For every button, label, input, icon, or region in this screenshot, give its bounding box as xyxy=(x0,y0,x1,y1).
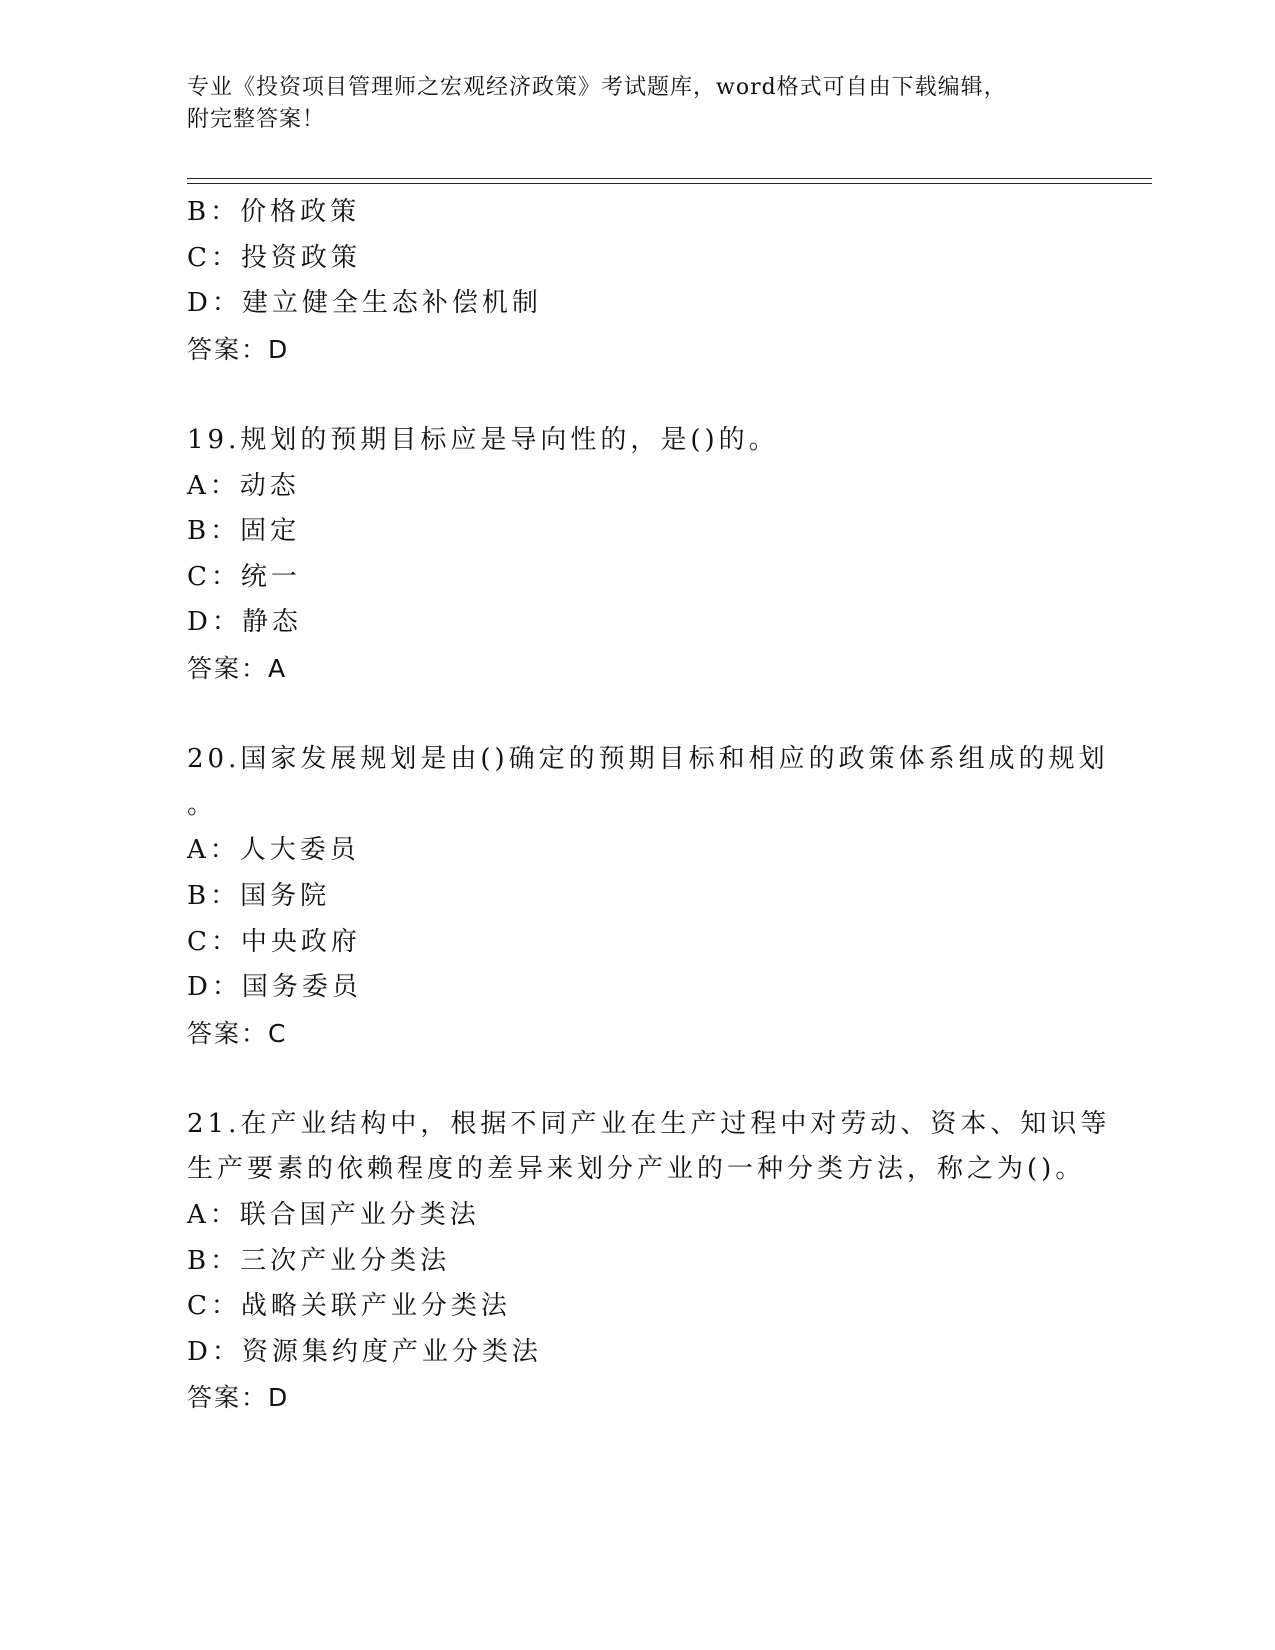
header-divider-top xyxy=(187,178,1152,179)
question-stem xyxy=(187,418,1087,464)
option-a: A：动态 xyxy=(187,470,300,501)
option-d: D：建立健全生态补偿机制 xyxy=(187,288,542,319)
header-line-1: 专业《投资项目管理师之宏观经济政策》考试题库，word格式可自由下载编辑， xyxy=(187,75,1007,100)
question-block-20 xyxy=(187,737,1109,1056)
question-stem-line: 21.在产业结构中，根据不同产业在生产过程中对劳动、资本、知识等 xyxy=(187,1108,1111,1139)
option-b: B：价格政策 xyxy=(187,197,361,227)
question-stem-line: 。 xyxy=(187,789,218,820)
option-b: B：固定 xyxy=(187,516,301,547)
option-b: B：国务院 xyxy=(187,880,331,911)
option-c: C：投资政策 xyxy=(187,242,361,273)
question-block-21 xyxy=(187,1102,1111,1421)
option-c: C：战略关联产业分类法 xyxy=(187,1291,511,1322)
option-d: D：静态 xyxy=(187,607,302,638)
question-stem-line: 19.规划的预期目标应是导向性的，是()的。 xyxy=(187,424,779,455)
question-block-19 xyxy=(187,418,1087,692)
option-d: D：国务委员 xyxy=(187,972,362,1003)
answer-line: 答案：D xyxy=(187,1383,290,1413)
option-c: C：中央政府 xyxy=(187,926,361,957)
option-a: A：人大委员 xyxy=(187,835,360,866)
option-c: C：统一 xyxy=(187,561,301,592)
answer-line: 答案：C xyxy=(187,1018,288,1048)
header-divider-bottom xyxy=(187,183,1152,184)
answer-line: 答案：A xyxy=(187,653,288,683)
question-list xyxy=(187,190,1111,1421)
question-stem xyxy=(187,737,1109,828)
question-stem xyxy=(187,1102,1111,1193)
option-b: B：三次产业分类法 xyxy=(187,1245,451,1276)
document-header xyxy=(187,72,1107,136)
spacer xyxy=(187,1056,1087,1102)
spacer xyxy=(187,372,1087,418)
answer-line: 答案：D xyxy=(187,334,290,364)
option-d: D：资源集约度产业分类法 xyxy=(187,1336,542,1367)
question-stem-line: 生产要素的依赖程度的差异来划分产业的一种分类方法，称之为()。 xyxy=(187,1154,1086,1185)
header-line-2: 附完整答案！ xyxy=(187,107,326,132)
option-a: A：联合国产业分类法 xyxy=(187,1200,480,1231)
question-block-18 xyxy=(187,190,1087,372)
question-stem-line: 20.国家发展规划是由()确定的预期目标和相应的政策体系组成的规划 xyxy=(187,744,1109,775)
spacer xyxy=(187,692,1087,738)
